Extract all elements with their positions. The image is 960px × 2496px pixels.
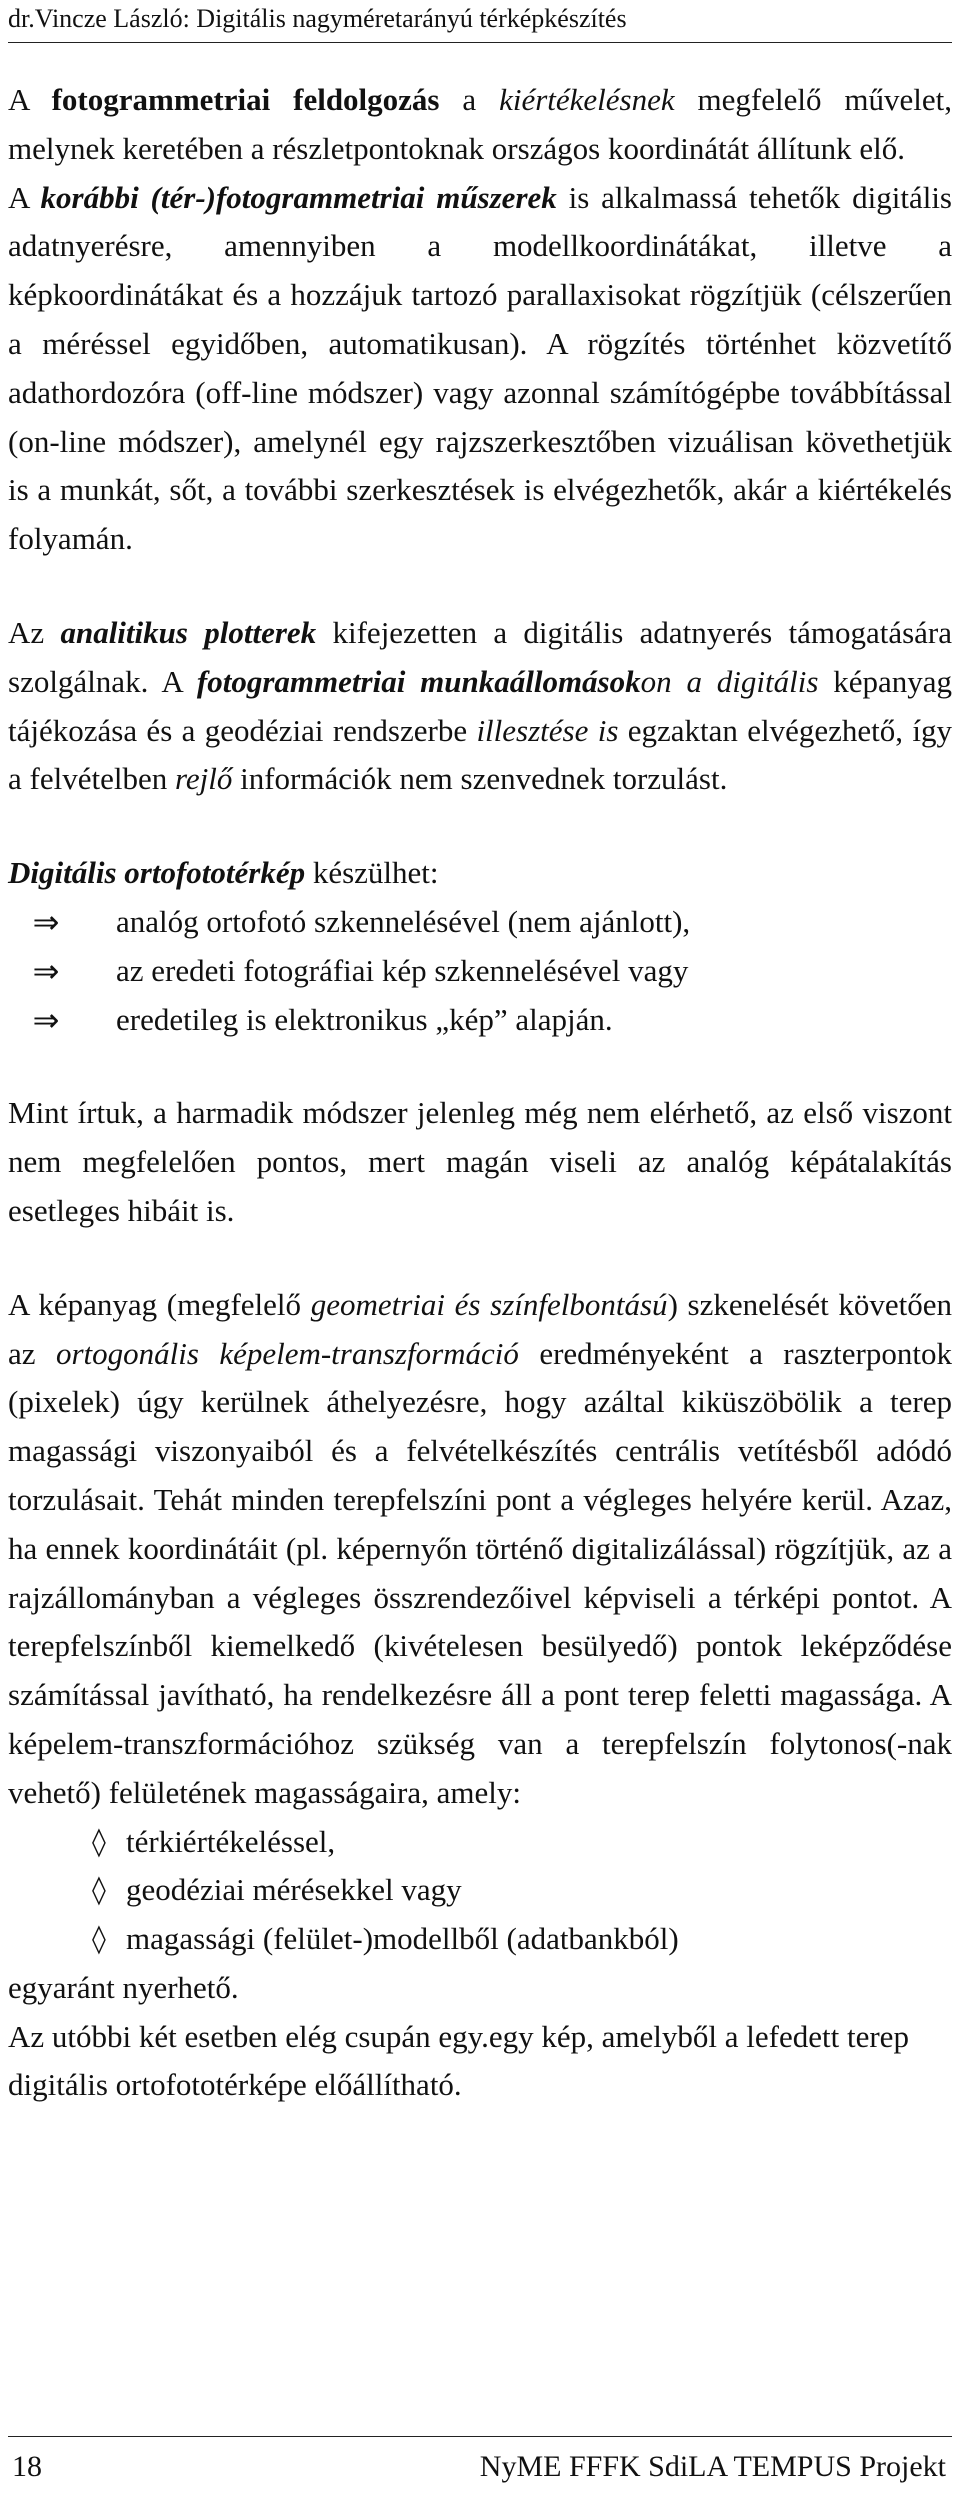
list-item-text: térkiértékeléssel,	[126, 1823, 336, 1859]
list-item-text: geodéziai mérésekkel vagy	[126, 1872, 462, 1908]
paragraph-equally-obtainable	[8, 1964, 952, 2013]
paragraph-single-image	[8, 2013, 952, 2111]
page-number: 18	[12, 2450, 42, 2483]
list-item	[8, 996, 952, 1045]
text-run: kifejezetten a digitális adatnyerés támogatására szolgálnak. A	[8, 614, 952, 699]
text-run: analitikus plotterek	[60, 614, 317, 650]
diamond-icon: ◊	[92, 1873, 106, 1907]
list-item	[8, 1866, 952, 1915]
text-run: megfelelő művelet, melynek keretében a részletpontoknak országos koordinátát állítunk elő.	[8, 82, 952, 166]
text-run: készülhet:	[305, 855, 439, 891]
double-arrow-icon: ⇒	[32, 1000, 60, 1039]
paragraph-image-scanning	[8, 1281, 952, 1818]
text-run: is alkalmassá tehetők digitális adatnyerésre, amennyiben a modellkoordinátákat, illetve a képkoordinátákat és a hozzájuk tartozó parallaxisokat rögzítjük (célszerűen a méréssel egyidőben, automatikusan). A rögzítés történhet közvetítő adathordozóra (off-line módszer) vagy azonnal számítógépbe továbbítással (on-line módszer), amelynél egy rajzszerkesztőben vizuálisan követhetjük is a munkát, sőt, a további szerkesztések is elvégezhetők, akár a kiértékelés folyamán.	[8, 179, 952, 557]
page-body	[8, 76, 952, 2110]
paragraph-digital-orthophoto-intro	[8, 849, 952, 898]
text-run: ) szkenelését követően az	[8, 1286, 952, 1371]
text-run: korábbi (tér-)fotogrammetriai műszerek	[40, 179, 557, 215]
text-run: képanyag tájékozása és a geodéziai rendszerbe	[8, 663, 952, 748]
double-arrow-icon: ⇒	[32, 951, 60, 990]
text-run: a	[439, 82, 500, 117]
list-item	[8, 1818, 952, 1867]
height-sources-list	[8, 1818, 952, 1964]
text-run: on a	[640, 663, 717, 699]
running-header	[8, 2, 952, 43]
page-footer	[8, 2436, 952, 2483]
text-run: A	[8, 82, 52, 117]
text-run: Az	[8, 614, 61, 650]
paragraph-analytical-plotters	[8, 609, 952, 804]
text-run: geometriai és színfelbontású	[310, 1286, 668, 1322]
text-run: illesztése is	[476, 712, 619, 748]
list-item-text: analóg ortofotó szkennelésével (nem ajánlott),	[116, 903, 691, 939]
text-run: fotogrammetriai munkaállomások	[196, 663, 641, 699]
list-item	[8, 1915, 952, 1964]
text-run: információk nem szenvednek torzulást.	[232, 761, 728, 797]
list-item	[8, 947, 952, 996]
text-run: A képanyag (megfelelő	[8, 1286, 311, 1322]
paragraph-photogrammetric-processing	[8, 76, 952, 174]
list-item-text: magassági (felület-)modellből (adatbankból)	[126, 1921, 679, 1957]
text-run: digitális	[716, 663, 819, 699]
running-title: dr.Vincze László: Digitális nagyméretarányú térképkészítés	[8, 4, 627, 33]
text-run: egyaránt nyerhető.	[8, 1969, 239, 2005]
list-item-text: eredetileg is elektronikus „kép” alapján.	[116, 1001, 613, 1037]
text-run: kiértékelésnek	[499, 82, 675, 117]
orthophoto-methods-list	[8, 898, 952, 1044]
text-run: rejlő	[174, 761, 233, 797]
text-run: Digitális ortofototérkép	[8, 855, 306, 891]
text-run: fotogrammetriai feldolgozás	[51, 82, 440, 117]
text-run: Mint írtuk, a harmadik módszer jelenleg még nem elérhető, az első viszont nem megfelelően pontos, mert magán viseli az analóg képátalakítás esetleges hibáit is.	[8, 1095, 952, 1228]
diamond-icon: ◊	[92, 1922, 106, 1956]
text-run: Az utóbbi két esetben elég csupán egy.egy kép, amelyből a lefedett terep digitális ortofototérképe előállítható.	[8, 2018, 909, 2103]
double-arrow-icon: ⇒	[32, 902, 60, 941]
paragraph-earlier-instruments	[8, 174, 952, 564]
text-run: A	[8, 179, 41, 215]
list-item	[8, 898, 952, 947]
paragraph-third-method	[8, 1089, 952, 1235]
text-run: eredményeként a raszterpontok (pixelek) úgy kerülnek áthelyezésre, hogy azáltal kiküszöbölik a terep magassági viszonyaiból és a felvételkészítés centrális vetítésből adódó torzulásait. Tehát minden terepfelszíni pont a végleges helyére kerül. Azaz, ha ennek koordinátáit (pl. képernyőn történő digitalizálással) rögzítjük, az a rajzállományban a végleges összrendezőivel képviseli a térképi pontot. A terepfelszínből kiemelkedő (kivételesen besülyedő) pontok leképződése számítással javítható, ha rendelkezésre áll a pont terep feletti magassága. A képelem-transzformációhoz szükség van a terepfelszín folytonos(-nak vehető) felületének magasságaira, amely:	[8, 1335, 952, 1810]
list-item-text: az eredeti fotográfiai kép szkennelésével vagy	[116, 952, 689, 988]
diamond-icon: ◊	[92, 1824, 106, 1858]
text-run: egzaktan elvégezhető, így a felvételben	[8, 712, 952, 797]
text-run: ortogonális képelem-transzformáció	[55, 1335, 519, 1371]
project-name: NyME FFFK SdiLA TEMPUS Projekt	[479, 2450, 946, 2483]
